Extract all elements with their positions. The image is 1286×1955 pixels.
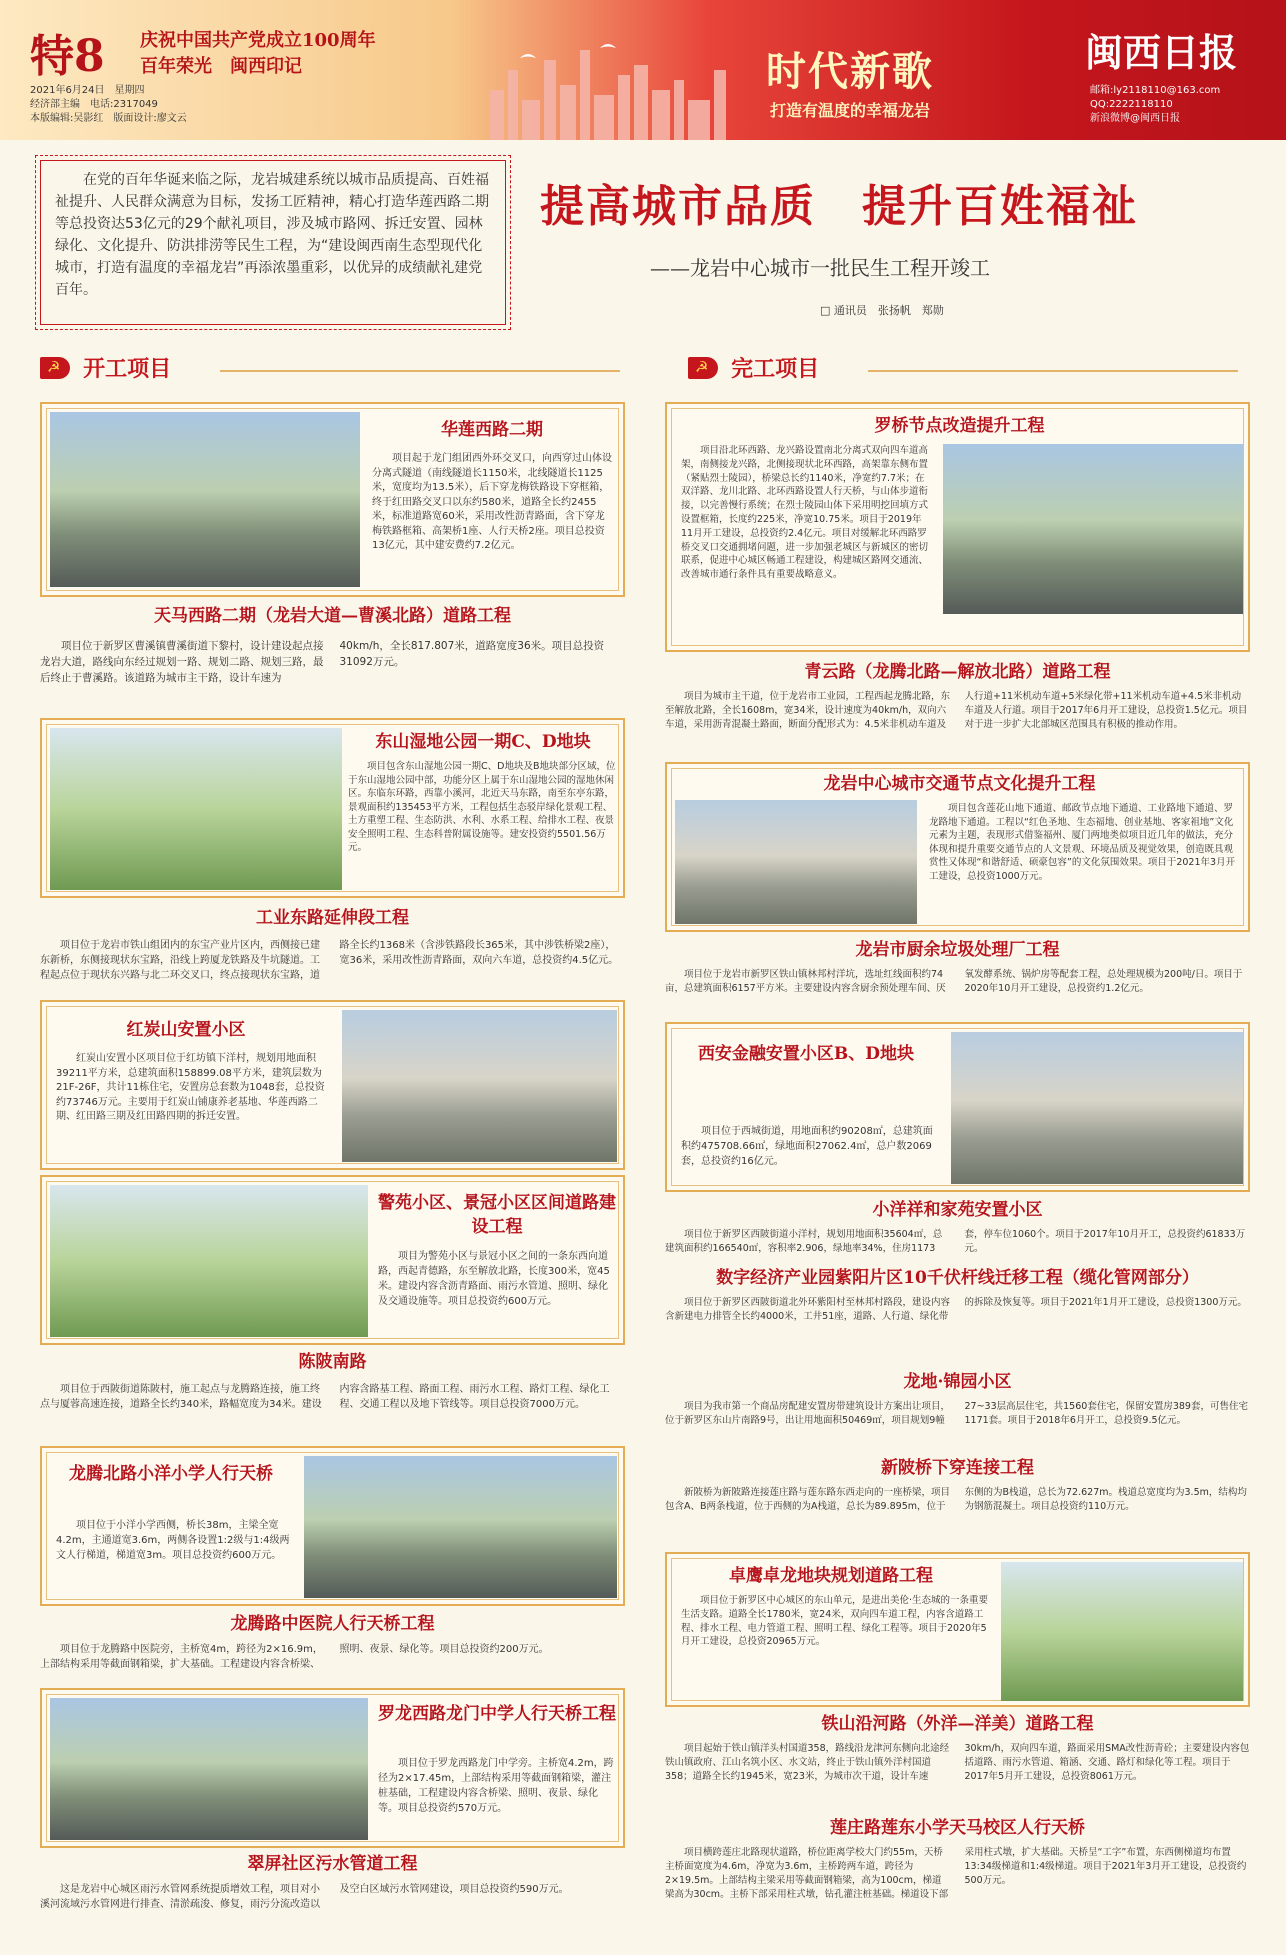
project-description: 项目包含东山湿地公园一期C、D地块及B地块部分区域，位于东山湿地公园中部，功能分区上属于东山湿地公园的湿地休闲区。东临东环路，西靠小溪河，北近天马东路，南至东亭东路，景观面积约135453平方米，工程包括生态驳岸绿化景观工程、土方重塑工程、生态防洪、水利、水系工程、给排水工程、夜景安全照明工程、生态科普附属设施等。建安投资约5501.56万元。 bbox=[348, 761, 616, 853]
slogan-line-2: 百年荣光 闽西印记 bbox=[140, 56, 302, 77]
page-number: 特8 bbox=[30, 31, 105, 82]
project-description: 项目沿北环西路、龙兴路设置南北分离式双向四车道高架，南侧接龙兴路，北侧接现状北环西路，高架靠东侧布置（紧贴烈士陵园），桥梁总长约1140米，净宽约7.7米；在双洋路、龙川北路、北环西路设置人行天桥，与山体步道衔接，以完善慢行系统；在烈士陵园山体下采用明挖回填方式设置框箱，长度约225米，净宽10.75米。项目于2019年11月开工建设，总投资约2.4亿元。项目对缓解北环西路罗桥交叉口交通拥堵问题，进一步加强老城区与新城区的密切联系，促进中心城区畅通工程建设，构建城区路网交通流、改善城市通行条件具有重要战略意义。 bbox=[681, 445, 929, 581]
project-description: 这是龙岩中心城区雨污水管网系统提质增效工程，项目对小溪河流域污水管网进行排查、清淤疏浚、修复，雨污分流改造以及空白区域污水管网建设，项目总投资约590万元。 bbox=[40, 1884, 569, 1910]
project-title: 警苑小区、景冠小区区间道路建设工程 bbox=[378, 1193, 616, 1237]
contact-weibo: 新浪微博@闽西日报 bbox=[1090, 113, 1180, 124]
project-card bbox=[40, 402, 625, 597]
headline: 提高城市品质 提升百姓福祉 bbox=[540, 181, 1138, 232]
project-rendering-image bbox=[50, 412, 360, 587]
contact-qq: QQ:2222118110 bbox=[1090, 99, 1173, 110]
project-description: 项目起始于铁山镇洋头村国道358，路线沿龙津河东侧向北途经铁山镇政府、江山名筑小区、水文站，终止于铁山镇外洋村国道358；道路全长约1945米，宽23米，为城市次干道，设计车速30km/h，双向四车道，路面采用SMA改性沥青砼；主要建设内容包括道路、雨污水管道、箱涵、交通、路灯和绿化等工程。项目于2017年5月开工建设，总投资8061万元。 bbox=[665, 1743, 1250, 1782]
project-card bbox=[40, 1688, 625, 1848]
project-rendering-image bbox=[50, 1185, 368, 1337]
project-title: 罗龙西路龙门中学人行天桥工程 bbox=[378, 1704, 616, 1724]
project-block bbox=[40, 604, 625, 712]
project-block bbox=[665, 938, 1250, 1018]
project-title: 罗桥节点改造提升工程 bbox=[874, 416, 1045, 436]
project-title: 东山湿地公园一期C、D地块 bbox=[375, 732, 591, 752]
party-flag-icon bbox=[688, 357, 718, 379]
project-title: 小洋祥和家苑安置小区 bbox=[872, 1200, 1043, 1220]
project-card bbox=[40, 1175, 625, 1345]
project-photo-image bbox=[951, 1032, 1243, 1184]
project-block bbox=[665, 1456, 1250, 1548]
lead-paragraph: 在党的百年华诞来临之际，龙岩城建系统以城市品质提高、百姓福祉提升、人民群众满意为目标，发扬工匠精神，精心打造华莲西路二期等总投资达53亿元的29个献礼项目，涉及城市路网、拆迁安置、园林绿化、文化提升、防洪排涝等民生工程，为“建设闽西南生态型现代化城市，打造有温度的幸福龙岩”再添浓墨重彩，以优异的成绩献礼建党百年。 bbox=[40, 160, 506, 325]
project-card bbox=[665, 762, 1250, 932]
project-description: 项目起于龙门组团西外环交叉口，向西穿过山体设分离式隧道（南线隧道长1150米，北线隧道长1125米，宽度均为13.5米），后下穿龙梅铁路设下穿框箱，终于红田路交叉口以东约580米，道路全长约2455米，标准道路宽60米，采用改性沥青路面，含下穿龙梅铁路框箱、高架桥1座、人行天桥2座。项目总投资13亿元，其中建安费约7.2亿元。 bbox=[372, 453, 612, 551]
project-description: 项目位于龙岩市新罗区铁山镇林邦村洋坑，选址红线面积约74亩，总建筑面积6157平方米。主要建设内容含厨余预处理车间、厌氧发酵系统、锅炉房等配套工程，总处理规模为200吨/日。项目于2020年10月开工建设，总投资约1.2亿元。 bbox=[665, 969, 1243, 994]
project-description: 项目位于西城街道，用地面积约90208㎡，总建筑面积约475708.66㎡，绿地面积27062.4㎡，总户数2069套，总投资约16亿元。 bbox=[681, 1126, 933, 1167]
project-description: 项目位于新罗区西陂街道小洋村，规划用地面积35604㎡，总建筑面积约166540㎡，容积率2.906，绿地率34%，住房1173套，停车位1060个。项目于2017年10月开工，总投资约61833万元。 bbox=[665, 1229, 1246, 1254]
project-description: 项目位于罗龙西路龙门中学旁。主桥宽4.2m，跨径为2×17.45m，上部结构采用等截面钢箱梁，灌注桩基础，工程建设内容含桥梁、照明、夜景、绿化等。项目总投资约570万元。 bbox=[378, 1758, 614, 1814]
project-photo-image bbox=[1001, 1562, 1243, 1701]
issue-meta bbox=[30, 84, 187, 126]
project-block bbox=[40, 1852, 625, 1947]
project-description: 项目位于龙腾路中医院旁，主桥宽4m，跨径为2×16.9m，上部结构采用等截面钢箱梁，扩大基础。工程建设内容含桥梁、照明、夜景、绿化等。项目总投资约200万元。 bbox=[40, 1644, 549, 1670]
project-card bbox=[665, 1552, 1250, 1707]
project-title: 西安金融安置小区B、D地块 bbox=[697, 1044, 915, 1064]
project-description: 项目横跨莲庄北路现状道路，桥位距离学校大门约55m，天桥主桥面宽度为4.6m，净宽为3.6m，主桥跨两车道，跨径为2×19.5m。上部结构主梁采用等截面钢箱梁，高为100cm，梯道梁高为30cm。主桥下部采用柱式墩，钻孔灌注桩基础。梯道设下部采用柱式墩，扩大基础。天桥呈“工字”布置，东西侧梯道均布置13:34级梯道和1:4级梯道。项目于2021年3月开工建设，总投资约500万元。 bbox=[665, 1847, 1247, 1900]
project-description: 项目为我市第一个商品房配建安置房带建筑设计方案出让项目，位于新罗区东山片南路9号，出让用地面积50469㎡，项目规划9幢27~33层高层住宅，共1560套住宅，保留安置房389套，可售住宅1171套。项目于2018年6月开工，总投资9.5亿元。 bbox=[665, 1401, 1248, 1426]
project-title: 龙地·锦园小区 bbox=[903, 1372, 1012, 1392]
contact-info bbox=[1090, 84, 1220, 126]
project-title: 青云路（龙腾北路—解放北路）道路工程 bbox=[804, 662, 1111, 682]
anniversary-slogan bbox=[140, 28, 376, 80]
project-card bbox=[40, 1000, 625, 1170]
project-block bbox=[665, 1712, 1250, 1812]
project-block bbox=[665, 1816, 1250, 1948]
project-photo-image bbox=[943, 444, 1243, 614]
section-header-completed bbox=[688, 352, 1248, 388]
project-block bbox=[40, 906, 625, 996]
project-rendering-image bbox=[342, 1010, 617, 1162]
party-flag-icon bbox=[40, 357, 70, 379]
project-description: 新陂桥为新陂路连接莲庄路与莲东路东西走向的一座桥梁，项目包含A、B两条栈道，位于西侧的为A栈道，总长为89.895m，位于东侧的为B栈道，总长为72.627m。栈道总宽度均为3.5m，结构均为钢筋混凝土。项目总投资约110万元。 bbox=[665, 1487, 1247, 1512]
project-rendering-image bbox=[50, 1698, 368, 1840]
city-skyline-illustration bbox=[480, 40, 740, 140]
project-title: 华莲西路二期 bbox=[441, 420, 543, 440]
column-subtitle: 打造有温度的幸福龙岩 bbox=[770, 101, 931, 120]
slogan-line-1: 庆祝中国共产党成立100周年 bbox=[140, 30, 376, 51]
section-title-started: 开工项目 bbox=[83, 356, 172, 382]
project-description: 项目为警苑小区与景冠小区之间的一条东西向道路，西起青德路，东至解放北路，长度300米，宽45米。建设内容含沥青路面、雨污水管道、照明、绿化及交通设施等。项目总投资约600万元。 bbox=[378, 1251, 610, 1307]
section-divider bbox=[868, 370, 1238, 372]
project-title: 卓鹰卓龙地块规划道路工程 bbox=[729, 1566, 933, 1586]
project-block bbox=[665, 1266, 1250, 1366]
project-block bbox=[665, 1198, 1250, 1260]
staff-info: 本版编辑:吴影红 版面设计:廖文云 bbox=[30, 113, 187, 124]
column-title: 时代新歌 bbox=[766, 48, 934, 95]
project-description: 红炭山安置小区项目位于红坊镇下洋村，规划用地面积39211平方米，总建筑面积158899.08平方米，建筑层数为21F-26F，共计11栋住宅，安置房总套数为1048套，总投资约73746万元。主要用于红炭山铺康养老基地、华莲西路二期、红田路三期及红田路四期的拆迁安置。 bbox=[56, 1053, 325, 1122]
project-title: 龙岩市厨余垃圾处理厂工程 bbox=[855, 940, 1060, 960]
project-title: 龙腾北路小洋小学人行天桥 bbox=[69, 1464, 273, 1484]
project-title: 红炭山安置小区 bbox=[126, 1020, 246, 1040]
project-card bbox=[665, 402, 1250, 652]
project-description: 项目位于新罗区西陂街道北外环紫阳村至林邦村路段，建设内容含新建电力排管全长约4000米，工井51座，道路、人行道、绿化带的拆除及恢复等。项目于2021年1月开工建设，总投资1300万元。 bbox=[665, 1297, 1247, 1322]
byline: □ 通讯员 张扬帆 郑勋 bbox=[820, 304, 944, 317]
project-description: 项目包含莲花山地下通道、邮政节点地下通道、工业路地下通道、罗龙路地下通道。工程以“红色圣地、生态福地、创业基地、客家祖地”文化元素为主题，表现形式借鉴福州、厦门两地类似项目近几年的做法，充分体现和提升重要交通节点的人文景观、环境品质及视觉效果，创造既具观赏性又体现“和谐舒适、硕豪包容”的文化氛围效果。项目于2021年3月开工建设，总投资1000万元。 bbox=[929, 803, 1236, 882]
project-title: 翠屏社区污水管道工程 bbox=[247, 1854, 418, 1874]
editor-info: 经济部主编 电话:2317049 bbox=[30, 99, 158, 110]
project-description: 项目位于龙岩市铁山组团内的东宝产业片区内，西侧接已建东新桥，东侧接现状东宝路，沿线上跨厦龙铁路及牛坑隧道。工程起点位于现状东兴路与北二环交叉口，终点接现状东宝路，道路全长约1368米（含涉铁路段长365米，其中涉铁桥梁2座），宽36米，采用改性沥青路面，双向六车道，总投资约4.5亿元。 bbox=[40, 940, 619, 981]
project-title: 新陂桥下穿连接工程 bbox=[881, 1458, 1034, 1478]
project-title: 莲庄路莲东小学天马校区人行天桥 bbox=[830, 1818, 1085, 1838]
project-block bbox=[665, 1370, 1250, 1450]
section-divider bbox=[220, 370, 620, 372]
project-description: 项目位于小洋小学西侧，桥长38m，主梁全宽4.2m，主通道宽3.6m，两侧各设置1:2级与1:4级两文人行梯道，梯道宽3m。项目总投资约600万元。 bbox=[56, 1520, 290, 1561]
project-description: 项目为城市主干道，位于龙岩市工业园，工程西起龙腾北路，东至解放北路，全长1608m，宽34米，设计速度为40km/h，双向六车道，采用沥青混凝土路面，断面分配形式为：4.5米非机动车道及人行道+11米机动车道+5米绿化带+11米机动车道+4.5米非机动车道及人行道。项目于2017年6月开工建设，总投资1.5亿元。项目对于进一步扩大北部城区范围具有积极的推动作用。 bbox=[665, 691, 1248, 730]
subheadline: ——龙岩中心城市一批民生工程开竣工 bbox=[650, 256, 990, 280]
section-title-completed: 完工项目 bbox=[731, 356, 820, 382]
project-title: 龙腾路中医院人行天桥工程 bbox=[230, 1614, 435, 1634]
project-block bbox=[40, 1612, 625, 1682]
project-title: 工业东路延伸段工程 bbox=[256, 908, 409, 928]
issue-date: 2021年6月24日 星期四 bbox=[30, 85, 145, 96]
project-title: 铁山沿河路（外洋—洋美）道路工程 bbox=[821, 1714, 1094, 1734]
section-header-started bbox=[40, 352, 630, 388]
project-block bbox=[40, 1350, 625, 1445]
project-card bbox=[40, 1446, 625, 1606]
project-block bbox=[665, 660, 1250, 750]
newspaper-logo: 闽西日报 bbox=[1085, 30, 1238, 75]
project-card bbox=[40, 718, 625, 898]
project-description: 项目位于新罗区中心城区的东山单元，是进出美伦·生态城的一条重要生活支路。道路全长1780米，宽24米，双向四车道工程，内容含道路工程、排水工程、电力管道工程、照明工程、绿化工程等。项目于2020年5月开工建设，总投资20965万元。 bbox=[681, 1595, 989, 1648]
project-title: 天马西路二期（龙岩大道—曹溪北路）道路工程 bbox=[154, 606, 511, 626]
project-title: 陈陂南路 bbox=[298, 1352, 367, 1372]
project-title: 数字经济产业园紫阳片区10千伏杆线迁移工程（缆化管网部分） bbox=[716, 1268, 1199, 1288]
project-description: 项目位于新罗区曹溪镇曹溪街道下黎村，设计建设起点接龙岩大道，路线向东经过规划一路、规划二路、规划三路，最后终止于曹溪路。该道路为城市主干路，设计车速为40km/h，全长817.807米，道路宽度36米。项目总投资31092万元。 bbox=[40, 640, 605, 684]
project-card bbox=[665, 1022, 1250, 1192]
contact-email: 邮箱:ly2118110@163.com bbox=[1090, 85, 1221, 96]
project-rendering-image bbox=[50, 728, 342, 890]
project-photo-image bbox=[675, 800, 917, 924]
project-rendering-image bbox=[304, 1456, 617, 1598]
project-description: 项目位于西陂街道陈陂村，施工起点与龙腾路连接，施工终点与厦蓉高速连接，道路全长约340米，路幅宽度为34米。建设内容含路基工程、路面工程、雨污水工程、路灯工程、绿化工程、交通工程以及地下管线等。项目总投资7000万元。 bbox=[40, 1384, 610, 1410]
project-title: 龙岩中心城市交通节点文化提升工程 bbox=[823, 774, 1096, 794]
